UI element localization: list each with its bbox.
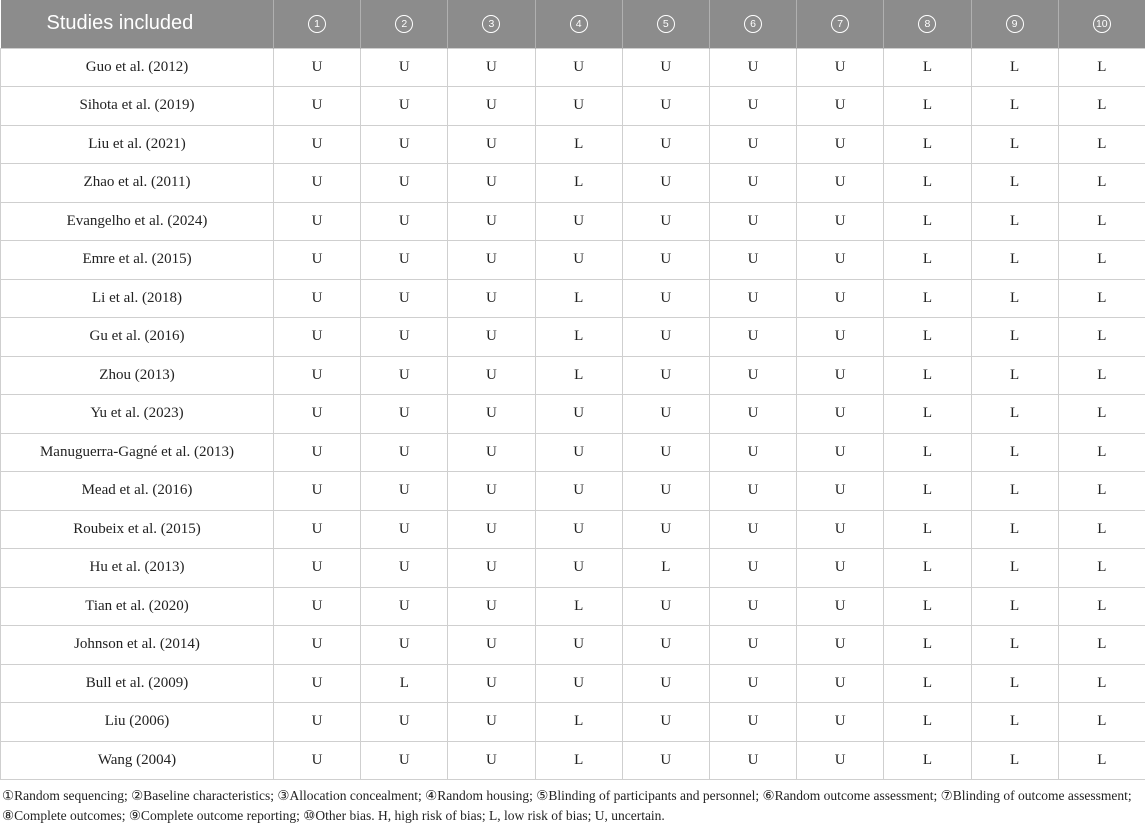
- bias-rating-cell: U: [797, 626, 884, 665]
- bias-rating-cell: U: [797, 164, 884, 203]
- bias-rating-cell: L: [1058, 202, 1145, 241]
- bias-rating-cell: U: [535, 202, 622, 241]
- study-name-cell: Guo et al. (2012): [1, 48, 274, 87]
- bias-rating-cell: U: [448, 549, 535, 588]
- circled-number-icon: 7: [831, 15, 849, 33]
- bias-rating-cell: L: [1058, 741, 1145, 780]
- header-column-9: [971, 0, 1058, 48]
- bias-rating-cell: U: [448, 125, 535, 164]
- bias-rating-cell: U: [535, 48, 622, 87]
- bias-rating-cell: U: [797, 48, 884, 87]
- bias-rating-cell: U: [709, 125, 796, 164]
- bias-rating-cell: U: [797, 510, 884, 549]
- bias-rating-cell: U: [709, 549, 796, 588]
- bias-rating-cell: U: [622, 395, 709, 434]
- bias-rating-cell: L: [535, 741, 622, 780]
- bias-rating-cell: L: [884, 703, 971, 742]
- bias-rating-cell: U: [274, 87, 361, 126]
- bias-rating-cell: U: [797, 395, 884, 434]
- bias-rating-cell: U: [448, 664, 535, 703]
- bias-rating-cell: L: [971, 318, 1058, 357]
- bias-rating-cell: U: [448, 395, 535, 434]
- bias-rating-cell: L: [1058, 318, 1145, 357]
- study-name-cell: Mead et al. (2016): [1, 472, 274, 511]
- bias-rating-cell: U: [709, 356, 796, 395]
- bias-rating-cell: L: [971, 395, 1058, 434]
- bias-rating-cell: U: [361, 510, 448, 549]
- bias-rating-cell: L: [1058, 279, 1145, 318]
- bias-rating-cell: U: [361, 433, 448, 472]
- bias-rating-cell: U: [274, 587, 361, 626]
- bias-rating-cell: U: [448, 318, 535, 357]
- circled-number-icon: 9: [1006, 15, 1024, 33]
- bias-rating-cell: U: [274, 356, 361, 395]
- bias-rating-cell: L: [971, 433, 1058, 472]
- bias-rating-cell: U: [797, 587, 884, 626]
- circled-number-icon: 4: [570, 15, 588, 33]
- bias-rating-cell: U: [709, 164, 796, 203]
- study-name-cell: Hu et al. (2013): [1, 549, 274, 588]
- bias-rating-cell: U: [797, 125, 884, 164]
- study-name-cell: Emre et al. (2015): [1, 241, 274, 280]
- bias-rating-cell: L: [971, 587, 1058, 626]
- table-row: [1, 510, 1145, 549]
- table-row: [1, 741, 1145, 780]
- bias-rating-cell: L: [971, 164, 1058, 203]
- bias-rating-cell: L: [971, 125, 1058, 164]
- bias-rating-cell: U: [797, 433, 884, 472]
- bias-rating-cell: L: [971, 626, 1058, 665]
- bias-rating-cell: U: [274, 510, 361, 549]
- bias-rating-cell: U: [709, 703, 796, 742]
- bias-rating-cell: U: [622, 703, 709, 742]
- study-name-cell: Tian et al. (2020): [1, 587, 274, 626]
- bias-rating-cell: L: [1058, 703, 1145, 742]
- table-row: [1, 664, 1145, 703]
- table-row: [1, 279, 1145, 318]
- study-name-cell: Liu (2006): [1, 703, 274, 742]
- bias-rating-cell: U: [797, 741, 884, 780]
- study-name-cell: Gu et al. (2016): [1, 318, 274, 357]
- bias-rating-cell: U: [448, 433, 535, 472]
- bias-rating-cell: U: [797, 318, 884, 357]
- bias-rating-cell: L: [884, 279, 971, 318]
- bias-rating-cell: U: [274, 241, 361, 280]
- bias-rating-cell: U: [361, 703, 448, 742]
- bias-rating-cell: U: [622, 472, 709, 511]
- bias-rating-cell: L: [361, 664, 448, 703]
- bias-rating-cell: L: [971, 241, 1058, 280]
- table-row: [1, 703, 1145, 742]
- study-name-cell: Sihota et al. (2019): [1, 87, 274, 126]
- bias-rating-cell: L: [1058, 164, 1145, 203]
- bias-rating-cell: U: [361, 741, 448, 780]
- bias-rating-cell: U: [622, 241, 709, 280]
- bias-rating-cell: U: [797, 241, 884, 280]
- bias-rating-cell: U: [622, 279, 709, 318]
- bias-rating-cell: U: [274, 741, 361, 780]
- study-name-cell: Zhao et al. (2011): [1, 164, 274, 203]
- bias-rating-cell: L: [884, 549, 971, 588]
- bias-rating-cell: U: [274, 395, 361, 434]
- bias-rating-cell: U: [274, 318, 361, 357]
- bias-rating-cell: L: [884, 587, 971, 626]
- bias-rating-cell: L: [1058, 626, 1145, 665]
- bias-rating-cell: U: [622, 510, 709, 549]
- bias-rating-cell: U: [709, 472, 796, 511]
- study-name-cell: Liu et al. (2021): [1, 125, 274, 164]
- bias-rating-cell: U: [709, 48, 796, 87]
- study-name-cell: Yu et al. (2023): [1, 395, 274, 434]
- header-column-8: [884, 0, 971, 48]
- bias-rating-cell: U: [274, 279, 361, 318]
- header-row: [1, 0, 1145, 48]
- bias-rating-cell: U: [709, 87, 796, 126]
- header-studies-included: Studies included: [1, 0, 274, 48]
- bias-rating-cell: L: [1058, 433, 1145, 472]
- table-row: [1, 48, 1145, 87]
- bias-rating-cell: U: [361, 241, 448, 280]
- bias-rating-cell: U: [535, 510, 622, 549]
- bias-rating-cell: U: [622, 164, 709, 203]
- bias-rating-cell: U: [622, 125, 709, 164]
- bias-rating-cell: U: [535, 549, 622, 588]
- bias-rating-cell: L: [535, 164, 622, 203]
- bias-rating-cell: U: [361, 279, 448, 318]
- circled-number-icon: 8: [918, 15, 936, 33]
- bias-rating-cell: U: [797, 664, 884, 703]
- bias-rating-cell: U: [361, 472, 448, 511]
- bias-rating-cell: L: [884, 356, 971, 395]
- bias-rating-cell: U: [797, 703, 884, 742]
- study-name-cell: Johnson et al. (2014): [1, 626, 274, 665]
- bias-rating-cell: U: [622, 626, 709, 665]
- bias-rating-cell: U: [361, 587, 448, 626]
- bias-rating-cell: L: [1058, 48, 1145, 87]
- bias-rating-cell: L: [535, 587, 622, 626]
- bias-rating-cell: L: [884, 125, 971, 164]
- bias-rating-cell: U: [448, 741, 535, 780]
- bias-rating-cell: U: [361, 202, 448, 241]
- bias-rating-cell: L: [1058, 472, 1145, 511]
- bias-rating-cell: L: [1058, 241, 1145, 280]
- bias-rating-cell: U: [709, 664, 796, 703]
- bias-rating-cell: U: [535, 241, 622, 280]
- bias-rating-cell: L: [884, 241, 971, 280]
- table-row: [1, 164, 1145, 203]
- bias-rating-cell: U: [274, 703, 361, 742]
- bias-rating-cell: U: [622, 587, 709, 626]
- header-column-4: [535, 0, 622, 48]
- table-row: [1, 202, 1145, 241]
- bias-rating-cell: L: [884, 510, 971, 549]
- bias-rating-cell: U: [448, 587, 535, 626]
- header-column-7: [797, 0, 884, 48]
- bias-rating-cell: U: [709, 241, 796, 280]
- bias-rating-cell: L: [1058, 356, 1145, 395]
- bias-rating-cell: U: [709, 741, 796, 780]
- bias-rating-cell: U: [448, 510, 535, 549]
- bias-rating-cell: L: [884, 202, 971, 241]
- bias-rating-cell: U: [274, 48, 361, 87]
- bias-rating-cell: L: [535, 703, 622, 742]
- bias-rating-cell: U: [797, 356, 884, 395]
- bias-rating-cell: U: [448, 202, 535, 241]
- bias-rating-cell: U: [361, 164, 448, 203]
- circled-number-icon: 6: [744, 15, 762, 33]
- bias-rating-cell: U: [622, 664, 709, 703]
- table-row: [1, 318, 1145, 357]
- table-row: [1, 395, 1145, 434]
- bias-rating-cell: L: [1058, 510, 1145, 549]
- header-column-1: [274, 0, 361, 48]
- bias-rating-cell: U: [448, 472, 535, 511]
- bias-rating-cell: L: [884, 472, 971, 511]
- study-name-cell: Roubeix et al. (2015): [1, 510, 274, 549]
- header-column-10: [1058, 0, 1145, 48]
- bias-rating-cell: L: [971, 703, 1058, 742]
- bias-rating-cell: U: [709, 318, 796, 357]
- bias-rating-cell: L: [622, 549, 709, 588]
- bias-rating-cell: L: [1058, 395, 1145, 434]
- bias-rating-cell: L: [884, 626, 971, 665]
- bias-rating-cell: L: [1058, 664, 1145, 703]
- bias-rating-cell: U: [448, 356, 535, 395]
- table-row: [1, 433, 1145, 472]
- bias-rating-cell: L: [884, 433, 971, 472]
- table-row: [1, 549, 1145, 588]
- bias-rating-cell: U: [622, 202, 709, 241]
- table-row: [1, 472, 1145, 511]
- bias-rating-cell: U: [797, 472, 884, 511]
- bias-rating-cell: U: [361, 549, 448, 588]
- bias-rating-cell: L: [884, 164, 971, 203]
- bias-rating-cell: L: [884, 664, 971, 703]
- bias-rating-cell: U: [274, 164, 361, 203]
- circled-number-icon: 10: [1093, 15, 1111, 33]
- bias-rating-cell: U: [622, 87, 709, 126]
- bias-rating-cell: U: [274, 664, 361, 703]
- bias-rating-cell: L: [884, 741, 971, 780]
- bias-rating-cell: L: [971, 202, 1058, 241]
- bias-rating-cell: U: [709, 395, 796, 434]
- table-body: [1, 48, 1145, 780]
- study-name-cell: Bull et al. (2009): [1, 664, 274, 703]
- circled-number-icon: 3: [482, 15, 500, 33]
- circled-number-icon: 2: [395, 15, 413, 33]
- table-row: [1, 125, 1145, 164]
- bias-rating-cell: U: [797, 202, 884, 241]
- bias-rating-cell: U: [709, 202, 796, 241]
- bias-rating-cell: U: [361, 626, 448, 665]
- bias-rating-cell: U: [274, 125, 361, 164]
- bias-rating-cell: U: [448, 164, 535, 203]
- bias-rating-cell: L: [971, 664, 1058, 703]
- bias-rating-cell: U: [622, 48, 709, 87]
- bias-rating-cell: U: [535, 87, 622, 126]
- bias-rating-cell: U: [274, 472, 361, 511]
- table-row: [1, 241, 1145, 280]
- study-name-cell: Evangelho et al. (2024): [1, 202, 274, 241]
- bias-rating-cell: L: [884, 395, 971, 434]
- bias-rating-cell: L: [535, 125, 622, 164]
- header-column-6: [709, 0, 796, 48]
- bias-rating-cell: L: [884, 87, 971, 126]
- bias-rating-cell: U: [448, 241, 535, 280]
- bias-rating-cell: U: [361, 48, 448, 87]
- bias-rating-cell: L: [535, 356, 622, 395]
- bias-rating-cell: U: [535, 664, 622, 703]
- study-name-cell: Li et al. (2018): [1, 279, 274, 318]
- bias-rating-cell: U: [361, 125, 448, 164]
- bias-rating-cell: L: [1058, 549, 1145, 588]
- bias-rating-cell: U: [448, 279, 535, 318]
- circled-number-icon: 1: [308, 15, 326, 33]
- bias-rating-cell: U: [274, 626, 361, 665]
- bias-rating-cell: U: [274, 433, 361, 472]
- bias-rating-cell: L: [971, 472, 1058, 511]
- bias-rating-cell: U: [709, 279, 796, 318]
- bias-rating-cell: L: [971, 356, 1058, 395]
- bias-rating-cell: L: [971, 741, 1058, 780]
- bias-rating-cell: L: [971, 87, 1058, 126]
- bias-rating-cell: U: [535, 626, 622, 665]
- table-row: [1, 587, 1145, 626]
- bias-rating-cell: L: [971, 279, 1058, 318]
- study-name-cell: Zhou (2013): [1, 356, 274, 395]
- bias-rating-cell: L: [884, 318, 971, 357]
- bias-rating-cell: L: [1058, 87, 1145, 126]
- bias-rating-cell: U: [274, 202, 361, 241]
- bias-rating-cell: U: [709, 626, 796, 665]
- bias-rating-cell: U: [448, 48, 535, 87]
- bias-rating-cell: U: [622, 741, 709, 780]
- bias-rating-cell: U: [361, 395, 448, 434]
- bias-rating-cell: L: [535, 279, 622, 318]
- table-row: [1, 356, 1145, 395]
- circled-number-icon: 5: [657, 15, 675, 33]
- bias-rating-cell: U: [448, 703, 535, 742]
- bias-rating-cell: L: [971, 549, 1058, 588]
- bias-rating-cell: U: [448, 87, 535, 126]
- bias-rating-cell: U: [448, 626, 535, 665]
- bias-rating-cell: U: [797, 549, 884, 588]
- bias-rating-cell: U: [622, 356, 709, 395]
- bias-rating-cell: U: [361, 87, 448, 126]
- bias-rating-cell: U: [797, 279, 884, 318]
- bias-rating-cell: L: [1058, 125, 1145, 164]
- bias-rating-cell: U: [622, 433, 709, 472]
- table-header: [1, 0, 1145, 48]
- bias-rating-cell: L: [884, 48, 971, 87]
- table-footnote: ①Random sequencing; ②Baseline characteristics; ③Allocation concealment; ④Random housing; ⑤Blinding of participants and personnel; ⑥Random outcome assessment; ⑦Blinding of outcome assessment; ⑧Complete outcomes; ⑨Complete outcome reporting; ⑩Other bias. H, high risk of bias; L, low risk of bias; U, uncertain.: [0, 780, 1145, 826]
- bias-rating-cell: L: [971, 510, 1058, 549]
- bias-rating-cell: U: [709, 433, 796, 472]
- header-column-2: [361, 0, 448, 48]
- table-row: [1, 87, 1145, 126]
- bias-rating-cell: U: [709, 510, 796, 549]
- study-name-cell: Wang (2004): [1, 741, 274, 780]
- bias-rating-cell: U: [361, 318, 448, 357]
- bias-rating-cell: L: [971, 48, 1058, 87]
- bias-rating-cell: U: [535, 395, 622, 434]
- bias-rating-cell: U: [535, 433, 622, 472]
- bias-rating-cell: L: [535, 318, 622, 357]
- bias-rating-cell: U: [274, 549, 361, 588]
- header-column-5: [622, 0, 709, 48]
- bias-rating-cell: U: [622, 318, 709, 357]
- study-name-cell: Manuguerra-Gagné et al. (2013): [1, 433, 274, 472]
- bias-rating-cell: U: [709, 587, 796, 626]
- bias-rating-cell: U: [535, 472, 622, 511]
- bias-rating-cell: U: [797, 87, 884, 126]
- table-row: [1, 626, 1145, 665]
- header-column-3: [448, 0, 535, 48]
- bias-rating-cell: L: [1058, 587, 1145, 626]
- bias-rating-cell: U: [361, 356, 448, 395]
